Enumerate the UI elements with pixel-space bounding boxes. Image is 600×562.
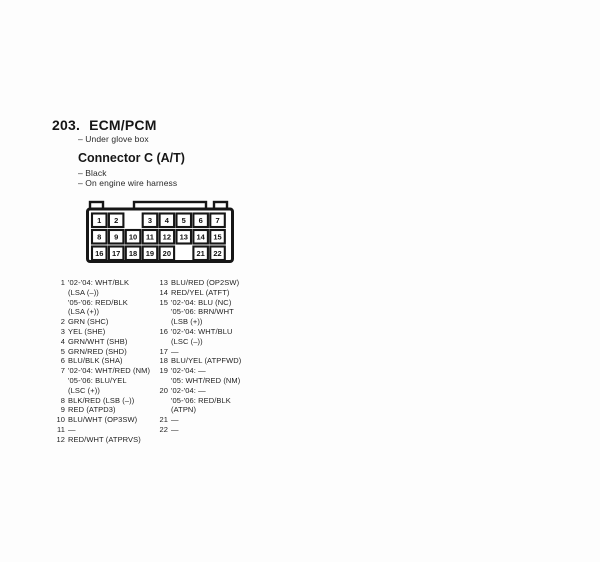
pin-number: 1 — [60, 278, 65, 287]
pin-entry — [50, 317, 162, 327]
pin-entry — [50, 337, 162, 347]
connector-pin-number: 16 — [95, 249, 104, 259]
pin-number: 16 — [159, 326, 168, 336]
pin-wire-label: GRN/RED (SHD) — [68, 346, 127, 356]
pin-wire-label: '02-'04: WHT/BLU (LSC (–)) — [171, 326, 233, 346]
pin-number: 18 — [159, 356, 168, 366]
pin-wire-label: '02-'04: BLU (NC) '05-'06: BRN/WHT (LSB (+)) — [171, 297, 234, 327]
pin-number: 12 — [56, 434, 65, 444]
connector-pin-number: 15 — [213, 232, 222, 242]
pin-entry — [50, 405, 162, 415]
connector-pin-number: 21 — [196, 249, 205, 259]
connector-pin-number: 20 — [162, 249, 172, 259]
connector-pin-number: 14 — [196, 232, 205, 242]
connector-pin-number: 8 — [97, 232, 102, 242]
pin-wire-label: BLU/RED (OP2SW) — [171, 278, 240, 287]
pin-entry — [153, 415, 275, 425]
pin-entry — [50, 356, 162, 366]
pin-number: 3 — [60, 326, 65, 336]
pin-number: 11 — [57, 424, 65, 434]
pin-wire-label: '02-'04: — '05: WHT/RED (NM) — [171, 366, 241, 385]
pin-number: 8 — [60, 395, 65, 405]
pin-entry — [50, 415, 162, 425]
pin-number: 6 — [60, 356, 65, 366]
pin-entry — [50, 435, 162, 445]
pin-wire-label: RED/WHT (ATPRVS) — [68, 434, 141, 444]
connector-pin-number: 3 — [147, 216, 153, 226]
connector-pin-number: 12 — [162, 232, 172, 242]
pin-entry — [153, 425, 275, 435]
pin-number: 7 — [60, 366, 65, 376]
pin-wire-label: RED/YEL (ATFT) — [171, 287, 230, 297]
pin-entry — [50, 347, 162, 357]
pin-entry — [153, 386, 275, 415]
connector-pin-number: 18 — [128, 249, 138, 259]
pin-wire-label: — — [171, 346, 179, 356]
connector-pin-number: 11 — [145, 232, 154, 242]
pin-number: 4 — [60, 336, 65, 346]
pin-entry — [153, 366, 275, 386]
connector-pin-number: 9 — [114, 232, 119, 242]
pin-entry — [153, 288, 275, 298]
connector-pin-number: 1 — [97, 216, 102, 226]
pin-wire-label: GRN (SHC) — [68, 317, 109, 327]
connector-pin-number: 22 — [213, 249, 222, 259]
pin-entry — [153, 298, 275, 327]
pin-number: 9 — [60, 405, 65, 415]
pin-entry — [50, 327, 162, 337]
pin-number: 17 — [159, 346, 168, 356]
pin-wire-label: YEL (SHE) — [68, 326, 106, 336]
pin-entry — [153, 356, 275, 366]
pin-number: 15 — [159, 297, 168, 307]
pin-wire-label: GRN/WHT (SHB) — [68, 336, 128, 346]
pin-entry — [50, 278, 162, 317]
pin-number: 2 — [60, 317, 65, 327]
section-heading — [52, 117, 157, 133]
pin-entry — [50, 366, 162, 395]
connector-diagram — [83, 197, 237, 267]
pin-list-left — [50, 278, 162, 445]
connector-pin-number: 7 — [215, 216, 220, 226]
pin-number: 13 — [159, 278, 168, 287]
pin-number: 14 — [159, 287, 168, 297]
connector-pin-number: 17 — [111, 249, 121, 259]
connector-heading: Connector C (A/T) — [78, 151, 185, 165]
pin-entry — [153, 278, 275, 288]
connector-pin-number: 4 — [164, 216, 169, 226]
pin-wire-label: BLU/YEL (ATPFWD) — [171, 356, 242, 366]
connector-pin-number: 5 — [181, 216, 186, 226]
pin-wire-label: BLU/BLK (SHA) — [68, 356, 123, 366]
pin-number: 5 — [60, 346, 65, 356]
pin-wire-label: — — [68, 424, 76, 434]
pin-wire-label: '02-'04: WHT/BLK (LSA (–)) '05-'06: RED/BLK (LSA (+)) — [68, 278, 130, 317]
section-title: ECM/PCM — [89, 117, 157, 133]
pin-wire-label: '02-'04: WHT/RED (NM) '05-'06: BLU/YEL (LSC (+)) — [68, 366, 151, 395]
pin-wire-label: — — [171, 424, 179, 434]
connector-pin-number: 19 — [145, 249, 155, 259]
pin-wire-label: BLK/RED (LSB (–)) — [68, 395, 135, 405]
section-location-note: – Under glove box — [78, 134, 149, 144]
pin-entry — [50, 425, 162, 435]
pin-wire-label: BLU/WHT (OP3SW) — [68, 415, 138, 425]
pin-entry — [50, 396, 162, 406]
pin-entry — [153, 347, 275, 357]
pin-number: 21 — [159, 415, 168, 425]
pin-number: 10 — [56, 415, 65, 425]
pin-wire-label: '02-'04: — '05-'06: RED/BLK (ATPN) — [171, 385, 231, 415]
pin-number: 20 — [159, 385, 168, 395]
section-number: 203. — [52, 117, 81, 133]
pin-list-right — [153, 278, 275, 435]
connector-color-note: – Black — [78, 168, 107, 178]
connector-pin-number: 2 — [114, 216, 119, 226]
connector-harness-note: – On engine wire harness — [78, 178, 178, 188]
pin-wire-label: — — [171, 415, 179, 425]
connector-pin-number: 6 — [198, 216, 203, 226]
connector-pin-number: 13 — [179, 232, 188, 242]
pin-number: 22 — [159, 424, 168, 434]
pin-entry — [153, 327, 275, 347]
connector-pin-number: 10 — [128, 232, 138, 242]
pin-number: 19 — [159, 366, 168, 376]
pin-wire-label: RED (ATPD3) — [68, 405, 116, 415]
